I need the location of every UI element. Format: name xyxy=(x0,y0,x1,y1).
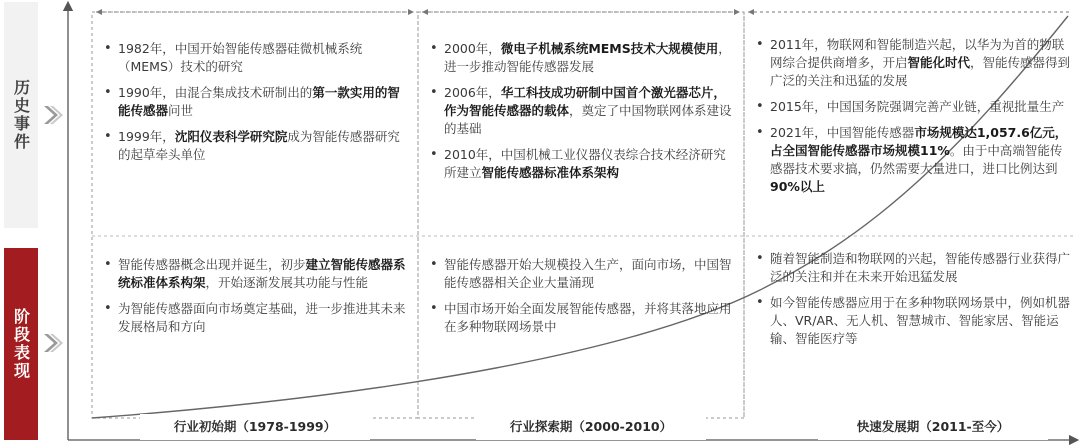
bullet-highlight-text: 华工科技成功研制中国首个激光器芯片，作为智能传感器的载体 xyxy=(444,85,726,118)
stage-bullet-item xyxy=(756,294,1072,348)
bullet-text: 智能传感器概念出现并诞生，初步 xyxy=(118,257,306,272)
history-bullet-item xyxy=(430,84,732,138)
bullet-text: 。由于中高端智能传感器技术要求搞，仍然需要大量进口，进口比例达到 xyxy=(770,143,1063,176)
bullet-highlight-text: 微电子机械系统MEMS技术大规模使用 xyxy=(500,41,719,56)
period-3-stage xyxy=(756,250,1072,356)
bullet-highlight-text: 90%以上 xyxy=(770,179,825,194)
stage-bullet-item xyxy=(104,300,406,336)
period-label-3: 快速发展期（2011-至今） xyxy=(818,414,1048,440)
history-bullet-item xyxy=(756,36,1072,90)
bullet-highlight-text: 沈阳仪表科学研究院 xyxy=(174,129,288,144)
bullet-highlight-text: 市场规模达1,057.6亿元，占全国智能传感器市场规模11% xyxy=(770,125,1068,158)
bullet-text: 1982年，中国开始智能传感器硅微机械系统（MEMS）技术的研究 xyxy=(118,41,363,74)
bullet-text: ，进一步推动智能传感器发展 xyxy=(444,41,731,74)
stage-bullet-item xyxy=(756,250,1072,286)
bullet-text: 2000年， xyxy=(444,41,501,56)
stage-bullet-item xyxy=(430,300,732,336)
bullet-text: 2021年，中国智能传感器 xyxy=(770,125,915,140)
bullet-text: 2006年， xyxy=(444,85,501,100)
history-bullet-item xyxy=(104,84,406,120)
bullet-highlight-text: 第一款实用的智能传感器 xyxy=(118,85,400,118)
bullet-text: 2010年，中国机械工业仪器仪表综合技术经济研究所建立 xyxy=(444,147,726,180)
period-1-history xyxy=(104,40,406,172)
bullet-text: 问世 xyxy=(168,103,194,118)
period-label-2: 行业探索期（2000-2010） xyxy=(476,414,706,440)
history-events-text: 历史事件 xyxy=(11,79,31,151)
period-2-stage xyxy=(430,256,732,344)
bullet-text: ，开始逐渐发展其功能与性能 xyxy=(205,275,369,290)
history-bullet-item xyxy=(756,124,1072,196)
bullet-text: 如今智能传感器应用于在多种物联网场景中，例如机器人、VR/AR、无人机、智慧城市、智能家居、智能运输、智能医疗等 xyxy=(770,295,1071,346)
stage-performance-text: 阶段表现 xyxy=(11,308,31,380)
history-bullet-item xyxy=(104,40,406,76)
bullet-text: 智能传感器开始大规模投入生产，面向市场，中国智能传感器相关企业大量涌现 xyxy=(444,257,732,290)
history-bullet-item xyxy=(104,128,406,164)
stage-bullet-item xyxy=(430,256,732,292)
bullet-text: 中国市场开始全面发展智能传感器，并将其落地应用在多种物联网场景中 xyxy=(444,301,732,334)
bullet-text: 为智能传感器面向市场奠定基础，进一步推进其未来发展格局和方向 xyxy=(118,301,406,334)
bullet-text: ，智能传感器得到广泛的关注和迅猛的发展 xyxy=(770,55,1071,88)
bullet-highlight-text: 智能化时代 xyxy=(907,55,971,70)
bullet-text: 2011年，物联网和智能制造兴起，以华为为首的物联网综合提供商增多，开启 xyxy=(770,37,1065,70)
bullet-text: 随着智能制造和物联网的兴起，智能传感器行业获得广泛的关注和并在未来开始迅猛发展 xyxy=(770,251,1071,284)
stage-bullet-item xyxy=(104,256,406,292)
bullet-highlight-text: 建立智能传感器系统标准体系构架 xyxy=(118,257,406,290)
bullet-text: 1999年， xyxy=(118,129,175,144)
bullet-text: 2015年，中国国务院强调完善产业链，重视批量生产 xyxy=(770,99,1065,114)
period-3-history xyxy=(756,36,1072,204)
period-label-1: 行业初始期（1978-1999） xyxy=(140,414,370,440)
bullet-text: 成为智能传感器研究的起草牵头单位 xyxy=(118,129,400,162)
bullet-text: 1990年，由混合集成技术研制出的 xyxy=(118,85,313,100)
bullet-highlight-text: 智能传感器标准体系架构 xyxy=(481,165,620,180)
period-1-stage xyxy=(104,256,406,344)
history-bullet-item xyxy=(430,146,732,182)
bullet-text: ，奠定了中国物联网体系建设的基础 xyxy=(444,103,732,136)
period-2-history xyxy=(430,40,732,190)
history-bullet-item xyxy=(430,40,732,76)
history-bullet-item xyxy=(756,98,1072,116)
